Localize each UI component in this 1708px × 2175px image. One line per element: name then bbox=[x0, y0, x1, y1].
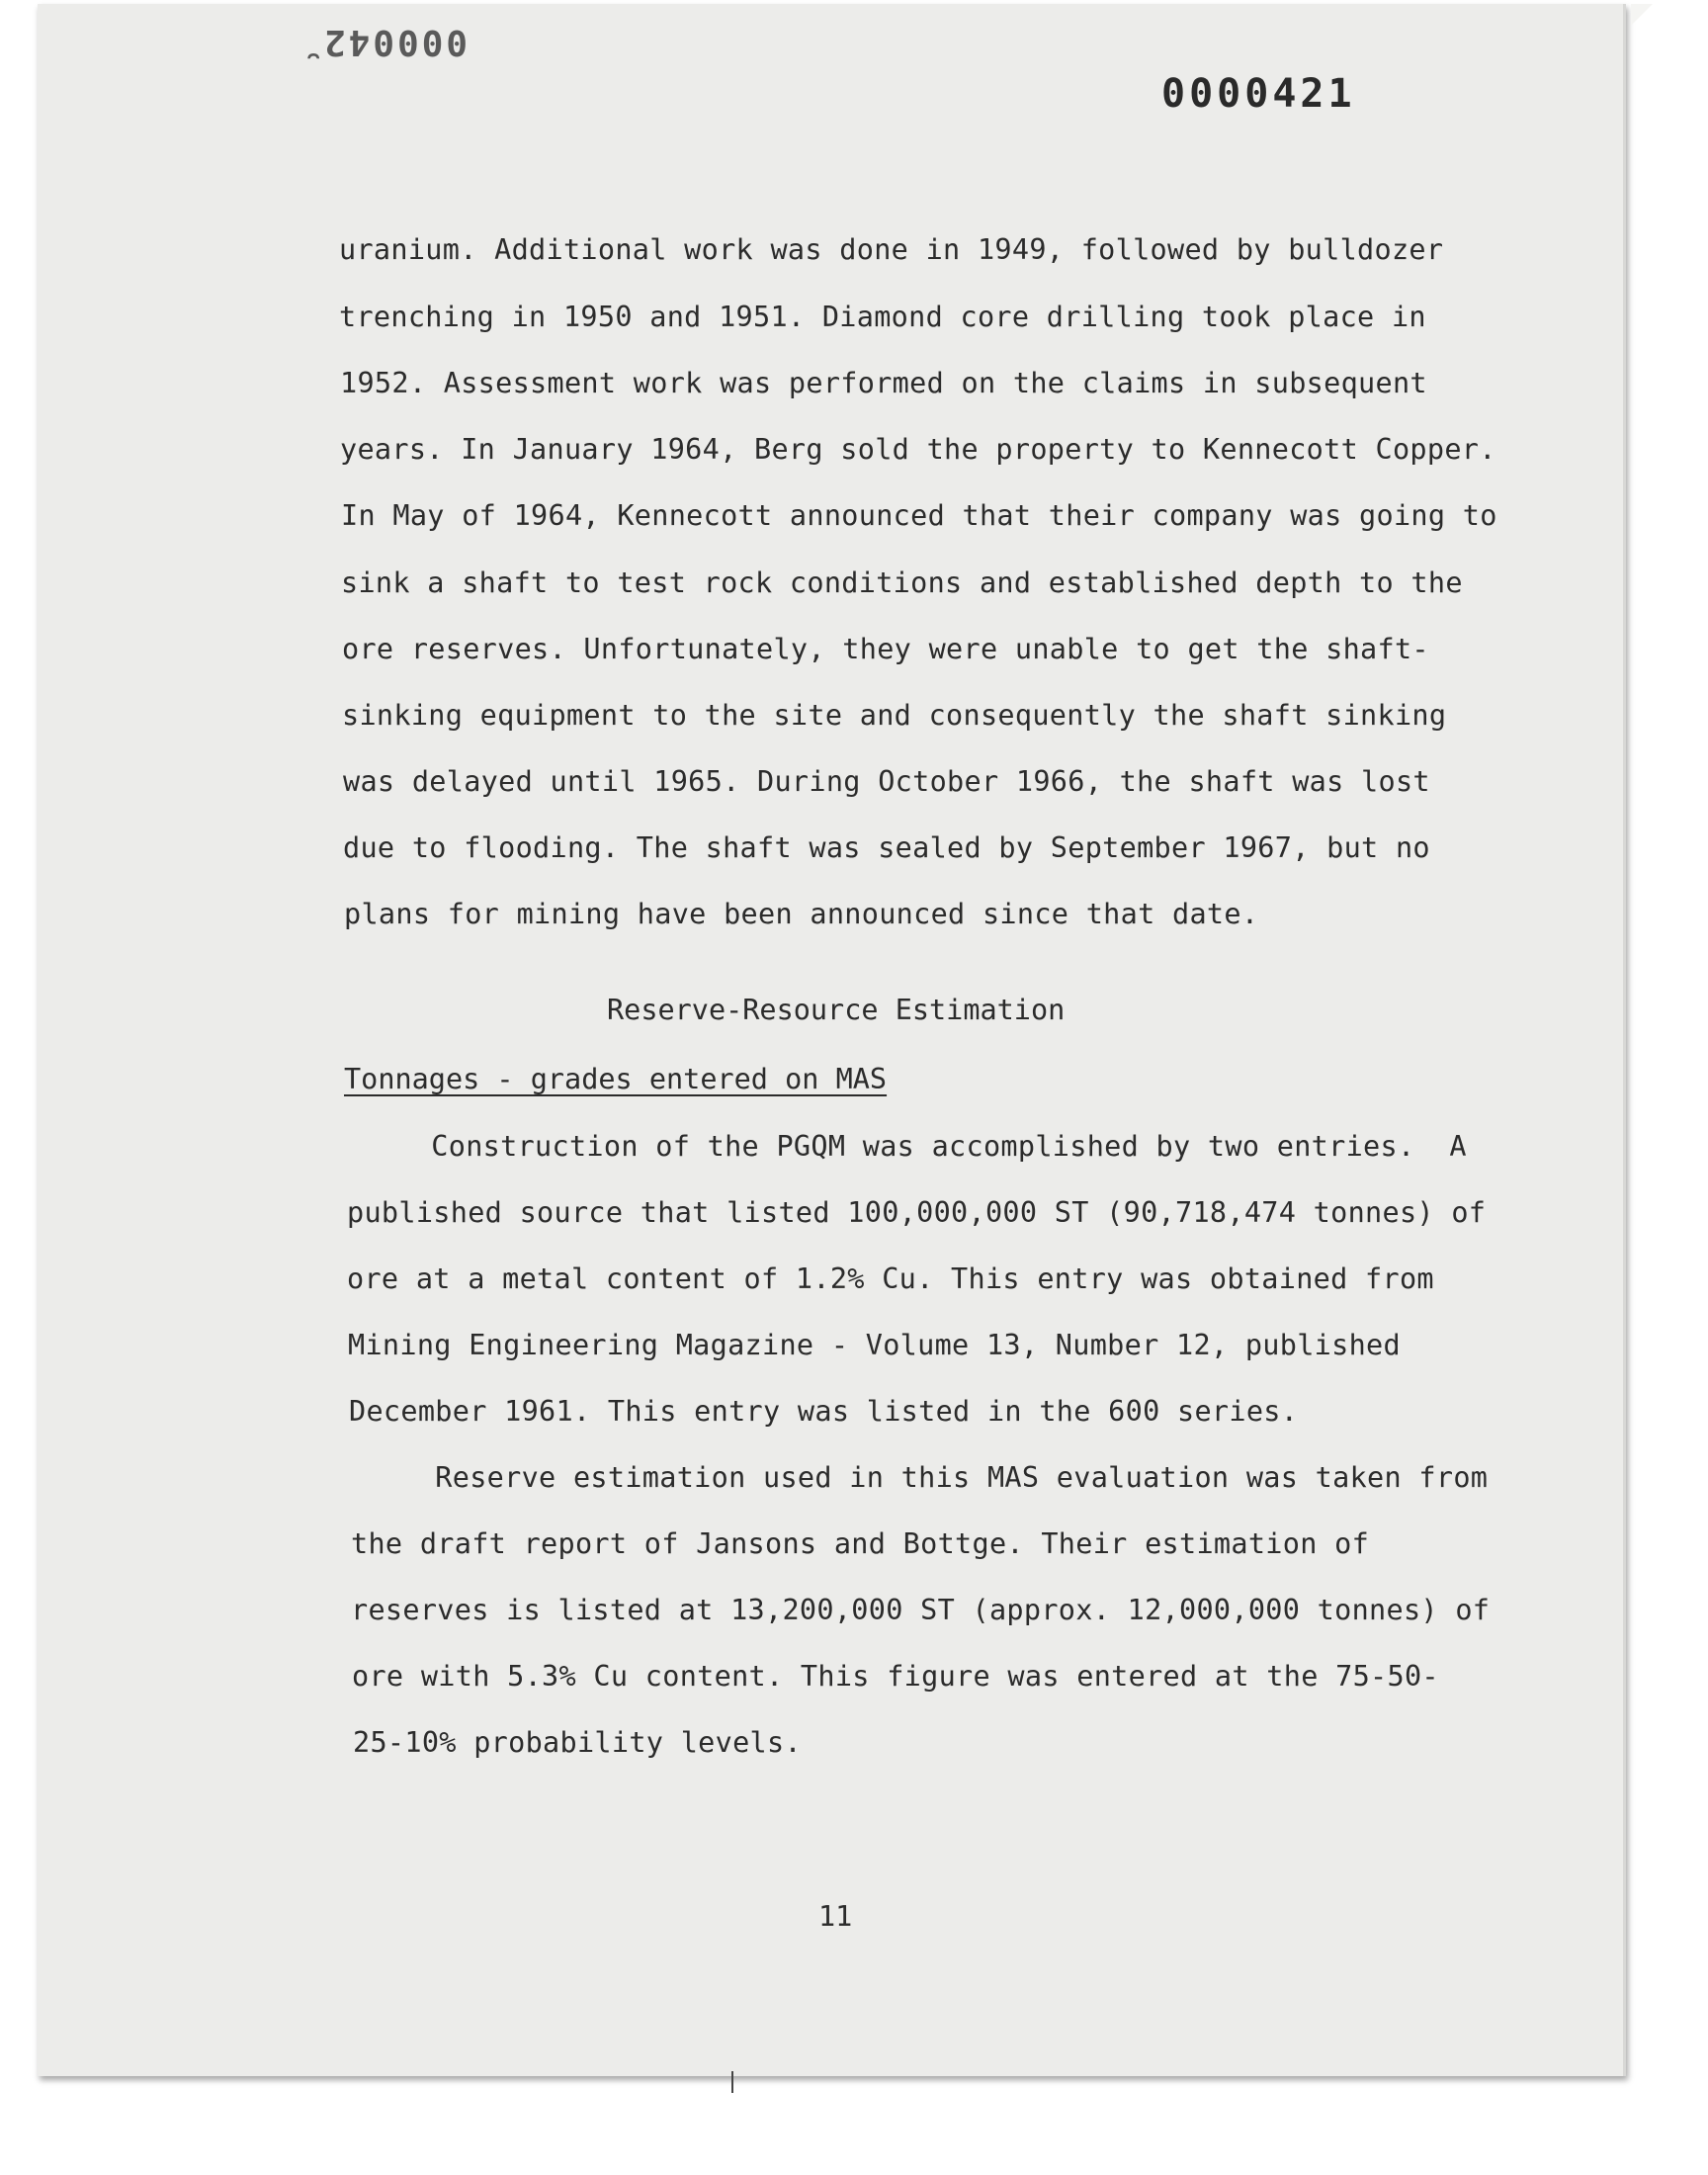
text-line: due to flooding. The shaft was sealed by September 1967, but no bbox=[343, 831, 1430, 864]
document-number-stamp: 0000421 bbox=[1161, 71, 1356, 117]
text-line: sinking equipment to the site and consequently the shaft sinking bbox=[342, 699, 1447, 732]
text-line: years. In January 1964, Berg sold the property to Kennecott Copper. bbox=[340, 433, 1496, 466]
text-line: Reserve estimation used in this MAS evaluation was taken from bbox=[349, 1461, 1489, 1494]
text-line: 1952. Assessment work was performed on the claims in subsequent bbox=[340, 367, 1427, 399]
text-line: In May of 1964, Kennecott announced that their company was going to bbox=[341, 499, 1497, 532]
upside-down-stamp: 000042̆ bbox=[321, 22, 469, 62]
text-line: reserves is listed at 13,200,000 ST (approx. 12,000,000 tonnes) of bbox=[351, 1594, 1491, 1626]
page-number: 11 bbox=[818, 1900, 853, 1933]
text-line: published source that listed 100,000,000 ST (90,718,474 tonnes) of bbox=[347, 1196, 1487, 1229]
page-corner-fold bbox=[1631, 4, 1653, 26]
text-line: trenching in 1950 and 1951. Diamond core drilling took place in bbox=[339, 301, 1426, 333]
text-line: uranium. Additional work was done in 1949, followed by bulldozer bbox=[339, 233, 1444, 266]
text-line: ore at a metal content of 1.2% Cu. This entry was obtained from bbox=[347, 1262, 1434, 1295]
text-line: December 1961. This entry was listed in the 600 series. bbox=[349, 1395, 1299, 1428]
text-line: sink a shaft to test rock conditions and established depth to the bbox=[341, 566, 1463, 599]
text-line: the draft report of Jansons and Bottge. Their estimation of bbox=[351, 1527, 1370, 1560]
section-subheading: Tonnages - grades entered on MAS bbox=[344, 1063, 888, 1095]
text-line: was delayed until 1965. During October 1966, the shaft was lost bbox=[343, 765, 1430, 798]
text-line: Construction of the PGQM was accomplished by two entries. A bbox=[345, 1130, 1467, 1163]
text-line: 25-10% probability levels. bbox=[353, 1726, 802, 1759]
binding-mark bbox=[731, 2071, 733, 2093]
text-line: ore reserves. Unfortunately, they were unable to get the shaft- bbox=[342, 633, 1429, 665]
section-heading: Reserve-Resource Estimation bbox=[607, 994, 1066, 1026]
text-line: ore with 5.3% Cu content. This figure was entered at the 75-50- bbox=[352, 1660, 1439, 1693]
text-line: Mining Engineering Magazine - Volume 13, Number 12, published bbox=[348, 1329, 1401, 1361]
text-line: plans for mining have been announced since that date. bbox=[344, 898, 1259, 930]
